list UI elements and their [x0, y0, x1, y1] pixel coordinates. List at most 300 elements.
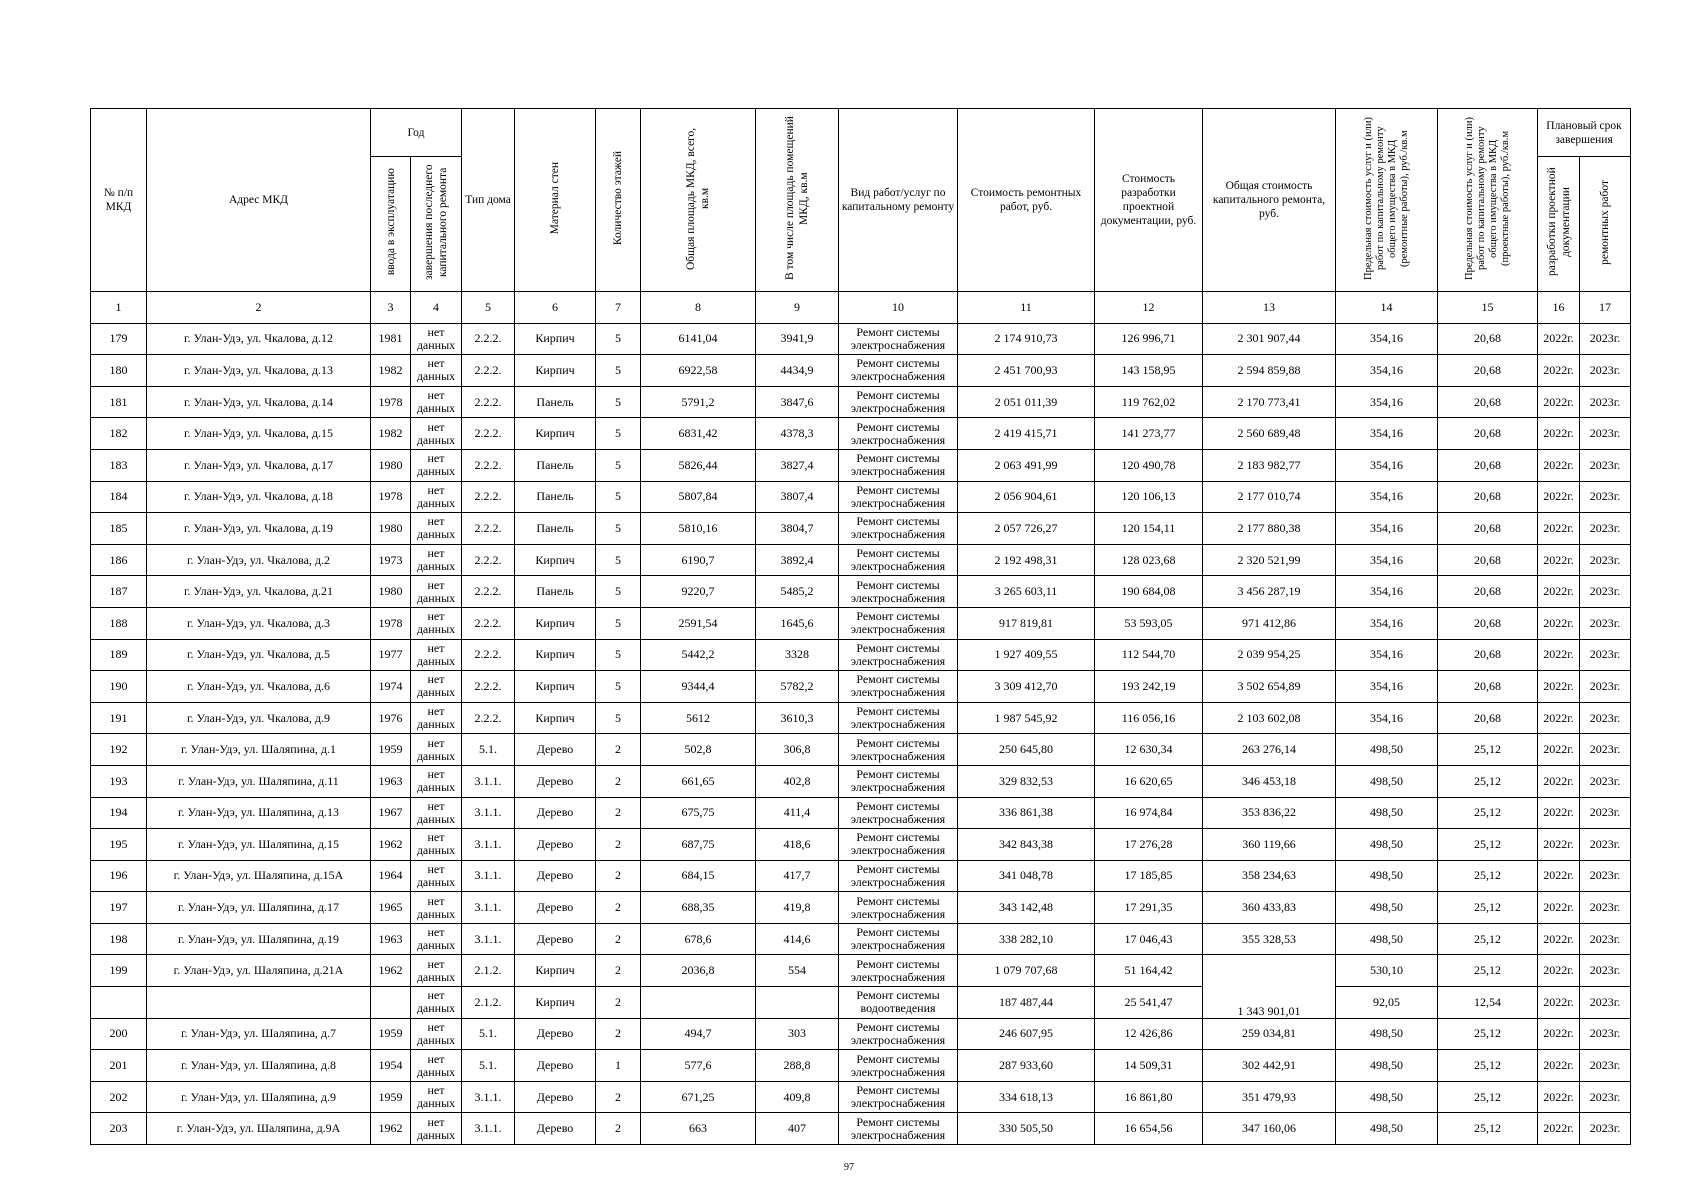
- total-area-cell: 5807,84: [641, 481, 756, 513]
- planned-repair-cell: 2023г.: [1580, 607, 1631, 639]
- repair-cost-cell: 2 174 910,73: [958, 323, 1095, 355]
- header-house-type: Тип дома: [462, 109, 515, 292]
- limit-repair-cell: 498,50: [1336, 1081, 1438, 1113]
- floors-cell: 5: [596, 513, 641, 545]
- planned-design-cell: 2022г.: [1538, 639, 1580, 671]
- header-year: Год: [371, 109, 462, 157]
- limit-repair-cell: 354,16: [1336, 671, 1438, 703]
- table-row: [91, 386, 1631, 418]
- last-repair-cell: нет данных: [411, 481, 462, 513]
- premises-area-cell: 414,6: [756, 923, 839, 955]
- planned-design-cell: 2022г.: [1538, 513, 1580, 545]
- planned-repair-cell: 2023г.: [1580, 418, 1631, 450]
- last-repair-cell: нет данных: [411, 449, 462, 481]
- premises-area-cell: 418,6: [756, 829, 839, 861]
- house-type-cell: 3.1.1.: [462, 1113, 515, 1145]
- premises-area-cell: 419,8: [756, 892, 839, 924]
- last-repair-cell: нет данных: [411, 987, 462, 1019]
- material-cell: Кирпич: [515, 323, 596, 355]
- row-number: 189: [91, 639, 147, 671]
- total-area-cell: [641, 987, 756, 1019]
- table-row: [91, 449, 1631, 481]
- floors-cell: 2: [596, 892, 641, 924]
- material-cell: Дерево: [515, 734, 596, 766]
- house-type-cell: 3.1.1.: [462, 1081, 515, 1113]
- planned-design-cell: 2022г.: [1538, 797, 1580, 829]
- total-area-cell: 687,75: [641, 829, 756, 861]
- row-number: 195: [91, 829, 147, 861]
- year-cell: 1959: [371, 734, 411, 766]
- floors-cell: 2: [596, 955, 641, 987]
- planned-design-cell: 2022г.: [1538, 892, 1580, 924]
- address-cell: г. Улан-Удэ, ул. Чкалова, д.18: [147, 481, 371, 513]
- planned-repair-cell: 2023г.: [1580, 513, 1631, 545]
- house-type-cell: 2.2.2.: [462, 513, 515, 545]
- last-repair-cell: нет данных: [411, 702, 462, 734]
- address-cell: г. Улан-Удэ, ул. Чкалова, д.21: [147, 576, 371, 608]
- work-type-cell: Ремонт системы электроснабжения: [839, 1081, 958, 1113]
- material-cell: Панель: [515, 481, 596, 513]
- work-type-cell: Ремонт системы электроснабжения: [839, 449, 958, 481]
- table-row: [91, 544, 1631, 576]
- repair-cost-cell: 338 282,10: [958, 923, 1095, 955]
- planned-design-cell: 2022г.: [1538, 481, 1580, 513]
- floors-cell: 5: [596, 386, 641, 418]
- limit-design-cell: 20,68: [1438, 639, 1538, 671]
- row-number: 183: [91, 449, 147, 481]
- planned-design-cell: 2022г.: [1538, 702, 1580, 734]
- planned-design-cell: 2022г.: [1538, 1018, 1580, 1050]
- material-cell: Панель: [515, 386, 596, 418]
- material-cell: Кирпич: [515, 544, 596, 576]
- limit-repair-cell: 354,16: [1336, 544, 1438, 576]
- repair-cost-cell: 287 933,60: [958, 1050, 1095, 1082]
- row-number: 197: [91, 892, 147, 924]
- last-repair-cell: нет данных: [411, 1113, 462, 1145]
- premises-area-cell: 3804,7: [756, 513, 839, 545]
- year-cell: 1962: [371, 955, 411, 987]
- year-cell: 1974: [371, 671, 411, 703]
- limit-design-cell: 25,12: [1438, 734, 1538, 766]
- house-type-cell: 2.2.2.: [462, 323, 515, 355]
- limit-design-cell: 12,54: [1438, 987, 1538, 1019]
- table-row: [91, 355, 1631, 387]
- limit-repair-cell: 498,50: [1336, 860, 1438, 892]
- floors-cell: 5: [596, 671, 641, 703]
- column-number: 6: [515, 292, 596, 324]
- row-number: 181: [91, 386, 147, 418]
- work-type-cell: Ремонт системы электроснабжения: [839, 513, 958, 545]
- planned-design-cell: 2022г.: [1538, 765, 1580, 797]
- total-cost-cell: 347 160,06: [1203, 1113, 1336, 1145]
- house-type-cell: 2.2.2.: [462, 544, 515, 576]
- limit-repair-cell: 498,50: [1336, 829, 1438, 861]
- total-area-cell: 502,8: [641, 734, 756, 766]
- header-work-type: Вид работ/услуг по капитальному ремонту: [839, 109, 958, 292]
- year-cell: 1962: [371, 1113, 411, 1145]
- address-cell: [147, 987, 371, 1019]
- material-cell: Кирпич: [515, 955, 596, 987]
- premises-area-cell: 3827,4: [756, 449, 839, 481]
- total-cost-cell: 2 183 982,77: [1203, 449, 1336, 481]
- address-cell: г. Улан-Удэ, ул. Чкалова, д.17: [147, 449, 371, 481]
- total-area-cell: 6141,04: [641, 323, 756, 355]
- material-cell: Кирпич: [515, 355, 596, 387]
- planned-repair-cell: 2023г.: [1580, 923, 1631, 955]
- address-cell: г. Улан-Удэ, ул. Чкалова, д.2: [147, 544, 371, 576]
- premises-area-cell: 411,4: [756, 797, 839, 829]
- house-type-cell: 3.1.1.: [462, 860, 515, 892]
- table-row: [91, 987, 1631, 1019]
- table-row: [91, 734, 1631, 766]
- last-repair-cell: нет данных: [411, 639, 462, 671]
- header-wall-material: [515, 109, 596, 292]
- row-number: 196: [91, 860, 147, 892]
- house-type-cell: 2.1.2.: [462, 987, 515, 1019]
- column-number: 11: [958, 292, 1095, 324]
- year-cell: 1976: [371, 702, 411, 734]
- material-cell: Дерево: [515, 1018, 596, 1050]
- floors-cell: 1: [596, 1050, 641, 1082]
- design-cost-cell: 116 056,16: [1095, 702, 1203, 734]
- total-cost-cell: 3 502 654,89: [1203, 671, 1336, 703]
- repair-cost-cell: 187 487,44: [958, 987, 1095, 1019]
- header-year-commission: [371, 157, 411, 292]
- total-cost-cell: 2 177 880,38: [1203, 513, 1336, 545]
- address-cell: г. Улан-Удэ, ул. Чкалова, д.12: [147, 323, 371, 355]
- limit-design-cell: 25,12: [1438, 765, 1538, 797]
- house-type-cell: 2.1.2.: [462, 955, 515, 987]
- table-row: [91, 639, 1631, 671]
- limit-design-cell: 20,68: [1438, 323, 1538, 355]
- limit-repair-cell: 354,16: [1336, 639, 1438, 671]
- total-area-cell: 663: [641, 1113, 756, 1145]
- premises-area-cell: 288,8: [756, 1050, 839, 1082]
- total-cost-cell: 1 343 901,01: [1203, 955, 1336, 1018]
- design-cost-cell: 119 762,02: [1095, 386, 1203, 418]
- work-type-cell: Ремонт системы электроснабжения: [839, 702, 958, 734]
- table-row: [91, 671, 1631, 703]
- limit-repair-cell: 498,50: [1336, 892, 1438, 924]
- year-cell: 1963: [371, 765, 411, 797]
- work-type-cell: Ремонт системы электроснабжения: [839, 955, 958, 987]
- work-type-cell: Ремонт системы электроснабжения: [839, 1050, 958, 1082]
- row-number: 187: [91, 576, 147, 608]
- premises-area-cell: 3328: [756, 639, 839, 671]
- limit-repair-cell: 354,16: [1336, 323, 1438, 355]
- work-type-cell: Ремонт системы электроснабжения: [839, 797, 958, 829]
- planned-repair-cell: 2023г.: [1580, 987, 1631, 1019]
- design-cost-cell: 12 426,86: [1095, 1018, 1203, 1050]
- limit-design-cell: 20,68: [1438, 481, 1538, 513]
- limit-design-cell: 20,68: [1438, 607, 1538, 639]
- last-repair-cell: нет данных: [411, 544, 462, 576]
- column-number: 5: [462, 292, 515, 324]
- house-type-cell: 3.1.1.: [462, 765, 515, 797]
- design-cost-cell: 17 046,43: [1095, 923, 1203, 955]
- table-row: [91, 607, 1631, 639]
- table-row: [91, 481, 1631, 513]
- design-cost-cell: 12 630,34: [1095, 734, 1203, 766]
- row-number: [91, 987, 147, 1019]
- material-cell: Дерево: [515, 765, 596, 797]
- floors-cell: 2: [596, 860, 641, 892]
- row-number: 203: [91, 1113, 147, 1145]
- last-repair-cell: нет данных: [411, 1018, 462, 1050]
- planned-design-cell: 2022г.: [1538, 671, 1580, 703]
- header-planned-repair-text: ремонтных работ: [1599, 179, 1612, 265]
- floors-cell: 5: [596, 449, 641, 481]
- year-cell: 1978: [371, 386, 411, 418]
- year-cell: 1982: [371, 418, 411, 450]
- limit-repair-cell: 354,16: [1336, 386, 1438, 418]
- design-cost-cell: 17 291,35: [1095, 892, 1203, 924]
- column-number: 12: [1095, 292, 1203, 324]
- table-row: [91, 923, 1631, 955]
- planned-design-cell: 2022г.: [1538, 355, 1580, 387]
- row-number: 202: [91, 1081, 147, 1113]
- work-type-cell: Ремонт системы электроснабжения: [839, 481, 958, 513]
- limit-repair-cell: 354,16: [1336, 513, 1438, 545]
- house-type-cell: 2.2.2.: [462, 607, 515, 639]
- planned-repair-cell: 2023г.: [1580, 734, 1631, 766]
- premises-area-cell: 5782,2: [756, 671, 839, 703]
- row-number: 191: [91, 702, 147, 734]
- table-row: [91, 418, 1631, 450]
- row-number: 179: [91, 323, 147, 355]
- planned-repair-cell: 2023г.: [1580, 1050, 1631, 1082]
- house-type-cell: 5.1.: [462, 1018, 515, 1050]
- last-repair-cell: нет данных: [411, 923, 462, 955]
- total-area-cell: 6831,42: [641, 418, 756, 450]
- last-repair-cell: нет данных: [411, 1050, 462, 1082]
- year-cell: 1959: [371, 1018, 411, 1050]
- work-type-cell: Ремонт системы электроснабжения: [839, 892, 958, 924]
- address-cell: г. Улан-Удэ, ул. Шаляпина, д.11: [147, 765, 371, 797]
- repair-cost-cell: 250 645,80: [958, 734, 1095, 766]
- design-cost-cell: 16 620,65: [1095, 765, 1203, 797]
- header-year-last-repair-text: завершения последнего капитального ремонта: [423, 164, 449, 280]
- limit-repair-cell: 498,50: [1336, 1018, 1438, 1050]
- last-repair-cell: нет данных: [411, 797, 462, 829]
- address-cell: г. Улан-Удэ, ул. Чкалова, д.14: [147, 386, 371, 418]
- table-row: [91, 1018, 1631, 1050]
- house-type-cell: 2.2.2.: [462, 449, 515, 481]
- header-floors-text: Количество этажей: [612, 150, 625, 246]
- total-cost-cell: 351 479,93: [1203, 1081, 1336, 1113]
- premises-area-cell: 3847,6: [756, 386, 839, 418]
- material-cell: Панель: [515, 449, 596, 481]
- limit-design-cell: 25,12: [1438, 1113, 1538, 1145]
- design-cost-cell: 53 593,05: [1095, 607, 1203, 639]
- header-total-cost: Общая стоимость капитального ремонта, руб.: [1203, 109, 1336, 292]
- total-area-cell: 5791,2: [641, 386, 756, 418]
- header-planned: Плановый срок завершения: [1538, 109, 1631, 157]
- address-cell: г. Улан-Удэ, ул. Чкалова, д.19: [147, 513, 371, 545]
- house-type-cell: 5.1.: [462, 734, 515, 766]
- limit-repair-cell: 498,50: [1336, 734, 1438, 766]
- table-row: [91, 323, 1631, 355]
- house-type-cell: 2.2.2.: [462, 418, 515, 450]
- floors-cell: 2: [596, 765, 641, 797]
- year-cell: 1978: [371, 607, 411, 639]
- total-area-cell: 688,35: [641, 892, 756, 924]
- table-row: [91, 829, 1631, 861]
- total-area-cell: 2591,54: [641, 607, 756, 639]
- work-type-cell: Ремонт системы электроснабжения: [839, 544, 958, 576]
- repair-cost-cell: 336 861,38: [958, 797, 1095, 829]
- total-cost-cell: 3 456 287,19: [1203, 576, 1336, 608]
- floors-cell: 2: [596, 987, 641, 1019]
- limit-repair-cell: 354,16: [1336, 576, 1438, 608]
- total-cost-cell: 358 234,63: [1203, 860, 1336, 892]
- row-number: 188: [91, 607, 147, 639]
- material-cell: Дерево: [515, 1050, 596, 1082]
- address-cell: г. Улан-Удэ, ул. Шаляпина, д.19: [147, 923, 371, 955]
- total-area-cell: 494,7: [641, 1018, 756, 1050]
- planned-design-cell: 2022г.: [1538, 323, 1580, 355]
- premises-area-cell: 554: [756, 955, 839, 987]
- total-area-cell: 9344,4: [641, 671, 756, 703]
- total-area-cell: 5612: [641, 702, 756, 734]
- address-cell: г. Улан-Удэ, ул. Чкалова, д.3: [147, 607, 371, 639]
- table-row: [91, 1113, 1631, 1145]
- design-cost-cell: 14 509,31: [1095, 1050, 1203, 1082]
- column-number: 16: [1538, 292, 1580, 324]
- limit-repair-cell: 354,16: [1336, 481, 1438, 513]
- limit-design-cell: 25,12: [1438, 797, 1538, 829]
- house-type-cell: 3.1.1.: [462, 829, 515, 861]
- work-type-cell: Ремонт системы электроснабжения: [839, 1113, 958, 1145]
- total-cost-cell: 259 034,81: [1203, 1018, 1336, 1050]
- floors-cell: 5: [596, 418, 641, 450]
- column-number: 3: [371, 292, 411, 324]
- last-repair-cell: нет данных: [411, 892, 462, 924]
- planned-design-cell: 2022г.: [1538, 544, 1580, 576]
- row-number: 201: [91, 1050, 147, 1082]
- premises-area-cell: [756, 987, 839, 1019]
- house-type-cell: 3.1.1.: [462, 923, 515, 955]
- limit-design-cell: 20,68: [1438, 449, 1538, 481]
- limit-repair-cell: 498,50: [1336, 923, 1438, 955]
- premises-area-cell: 306,8: [756, 734, 839, 766]
- year-cell: 1965: [371, 892, 411, 924]
- house-type-cell: 2.2.2.: [462, 355, 515, 387]
- last-repair-cell: нет данных: [411, 513, 462, 545]
- house-type-cell: 2.2.2.: [462, 386, 515, 418]
- repair-cost-cell: 3 265 603,11: [958, 576, 1095, 608]
- column-number: 8: [641, 292, 756, 324]
- table-row: [91, 1050, 1631, 1082]
- table-row: [91, 797, 1631, 829]
- planned-design-cell: 2022г.: [1538, 449, 1580, 481]
- total-cost-cell: 302 442,91: [1203, 1050, 1336, 1082]
- material-cell: Дерево: [515, 923, 596, 955]
- row-number: 192: [91, 734, 147, 766]
- premises-area-cell: 3941,9: [756, 323, 839, 355]
- premises-area-cell: 417,7: [756, 860, 839, 892]
- planned-repair-cell: 2023г.: [1580, 481, 1631, 513]
- design-cost-cell: 190 684,08: [1095, 576, 1203, 608]
- limit-design-cell: 25,12: [1438, 1050, 1538, 1082]
- last-repair-cell: нет данных: [411, 955, 462, 987]
- total-area-cell: 2036,8: [641, 955, 756, 987]
- last-repair-cell: нет данных: [411, 607, 462, 639]
- header-premises-area-text: В том числе площадь помещений МКД, кв.м: [784, 116, 811, 280]
- work-type-cell: Ремонт системы электроснабжения: [839, 355, 958, 387]
- last-repair-cell: нет данных: [411, 765, 462, 797]
- work-type-cell: Ремонт системы водоотведения: [839, 987, 958, 1019]
- planned-repair-cell: 2023г.: [1580, 860, 1631, 892]
- total-area-cell: 5826,44: [641, 449, 756, 481]
- repair-cost-cell: 342 843,38: [958, 829, 1095, 861]
- planned-repair-cell: 2023г.: [1580, 449, 1631, 481]
- material-cell: Дерево: [515, 1113, 596, 1145]
- limit-design-cell: 20,68: [1438, 355, 1538, 387]
- limit-design-cell: 25,12: [1438, 829, 1538, 861]
- work-type-cell: Ремонт системы электроснабжения: [839, 576, 958, 608]
- planned-design-cell: 2022г.: [1538, 860, 1580, 892]
- floors-cell: 2: [596, 1081, 641, 1113]
- material-cell: Кирпич: [515, 418, 596, 450]
- table-row: [91, 765, 1631, 797]
- design-cost-cell: 120 490,78: [1095, 449, 1203, 481]
- house-type-cell: 3.1.1.: [462, 892, 515, 924]
- column-number: 2: [147, 292, 371, 324]
- house-type-cell: 2.2.2.: [462, 481, 515, 513]
- limit-design-cell: 25,12: [1438, 1018, 1538, 1050]
- page-number: 97: [844, 1162, 854, 1173]
- limit-design-cell: 25,12: [1438, 892, 1538, 924]
- year-cell: 1973: [371, 544, 411, 576]
- repair-cost-cell: 2 063 491,99: [958, 449, 1095, 481]
- address-cell: г. Улан-Удэ, ул. Чкалова, д.5: [147, 639, 371, 671]
- planned-repair-cell: 2023г.: [1580, 955, 1631, 987]
- material-cell: Кирпич: [515, 702, 596, 734]
- repair-cost-cell: 341 048,78: [958, 860, 1095, 892]
- year-cell: 1980: [371, 576, 411, 608]
- header-no: № п/п МКД: [91, 109, 147, 292]
- address-cell: г. Улан-Удэ, ул. Чкалова, д.13: [147, 355, 371, 387]
- planned-repair-cell: 2023г.: [1580, 765, 1631, 797]
- total-area-cell: 577,6: [641, 1050, 756, 1082]
- address-cell: г. Улан-Удэ, ул. Шаляпина, д.9А: [147, 1113, 371, 1145]
- repair-cost-cell: 1 987 545,92: [958, 702, 1095, 734]
- limit-design-cell: 25,12: [1438, 1081, 1538, 1113]
- floors-cell: 2: [596, 1018, 641, 1050]
- year-cell: 1959: [371, 1081, 411, 1113]
- floors-cell: 5: [596, 481, 641, 513]
- planned-repair-cell: 2023г.: [1580, 355, 1631, 387]
- header-limit-design-text: Предельная стоимость услуг и (или) работ по капитальному ремонту общего имущества в МКД (проектные работы), руб./кв.м: [1463, 116, 1511, 280]
- row-number: 186: [91, 544, 147, 576]
- header-total-area: [641, 109, 756, 292]
- limit-design-cell: 20,68: [1438, 418, 1538, 450]
- row-number: 193: [91, 765, 147, 797]
- limit-design-cell: 20,68: [1438, 513, 1538, 545]
- header-repair-cost: Стоимость ремонтных работ, руб.: [958, 109, 1095, 292]
- design-cost-cell: 126 996,71: [1095, 323, 1203, 355]
- material-cell: Панель: [515, 576, 596, 608]
- house-type-cell: 3.1.1.: [462, 797, 515, 829]
- table-row: [91, 576, 1631, 608]
- year-cell: 1980: [371, 513, 411, 545]
- last-repair-cell: нет данных: [411, 576, 462, 608]
- house-type-cell: 2.2.2.: [462, 639, 515, 671]
- premises-area-cell: 407: [756, 1113, 839, 1145]
- column-number: 17: [1580, 292, 1631, 324]
- year-cell: 1977: [371, 639, 411, 671]
